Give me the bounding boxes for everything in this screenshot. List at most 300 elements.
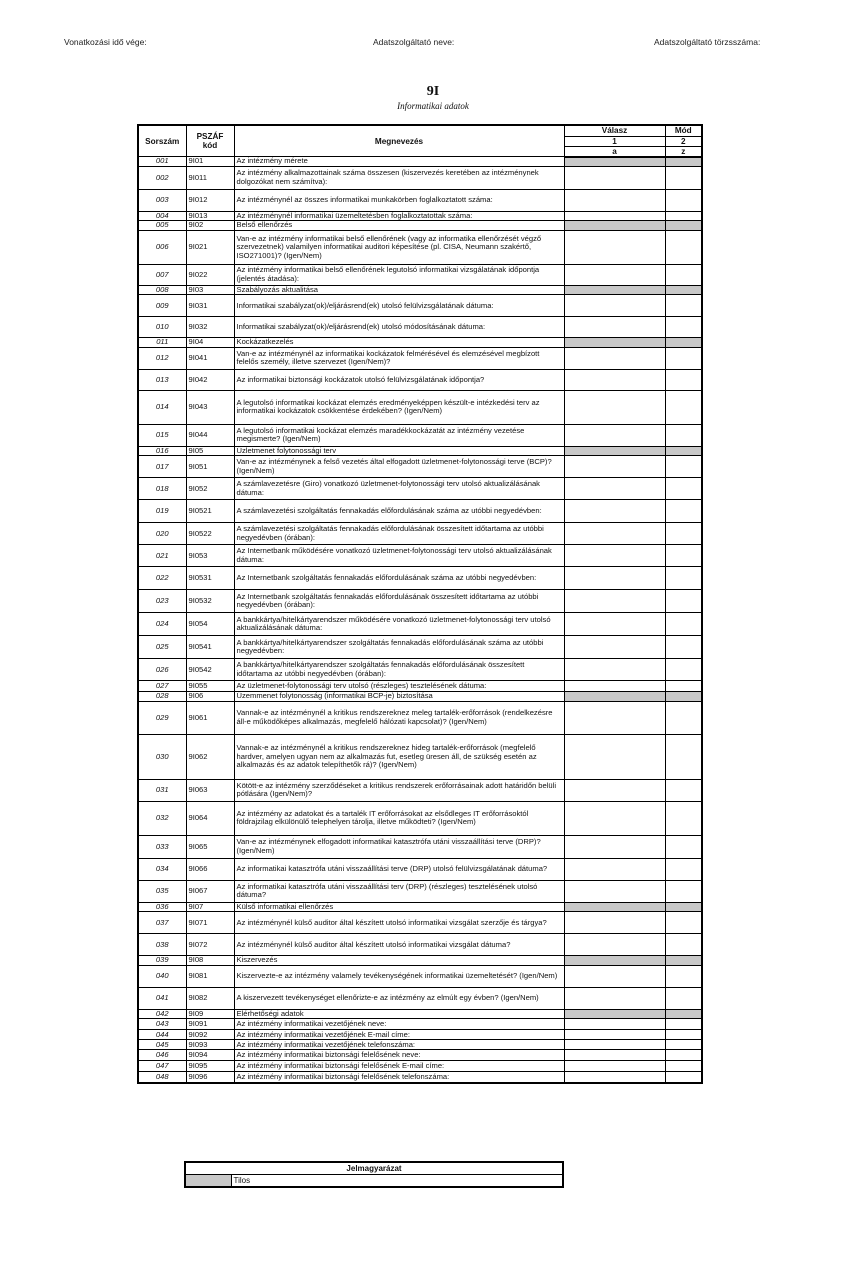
- row-pszaf-kod: 9I052: [186, 478, 234, 500]
- row-answer-cell[interactable]: [564, 545, 665, 567]
- row-answer-cell[interactable]: [564, 1030, 665, 1040]
- row-pszaf-kod: 9I06: [186, 692, 234, 702]
- table-row: [138, 264, 702, 285]
- row-description: Az intézmény informatikai vezetőjének neve:: [234, 1019, 564, 1030]
- row-pszaf-kod: 9I065: [186, 835, 234, 858]
- row-section-title: Külső informatikai ellenőrzés: [234, 902, 564, 912]
- row-description: A kiszervezett tevékenységet ellenőrizte-e az intézmény az elmúlt egy évben? (Igen/Nem): [234, 987, 564, 1009]
- row-answer-cell[interactable]: [564, 1019, 665, 1030]
- row-description: Vannak-e az intézménynél a kritikus rendszereknez hideg tartalék-erőforrások (megfelelő hardver, amelyen ugyan nem az alkalmazás fut, esetleg üresen áll, de szükség esetén az alkalmazás és az adatok telepíthetők rá)? (Igen/Nem): [234, 734, 564, 779]
- row-mode-cell[interactable]: [665, 912, 702, 934]
- row-pszaf-kod: 9I032: [186, 317, 234, 338]
- row-answer-cell: [564, 338, 665, 348]
- table-row: [138, 912, 702, 934]
- row-mode-cell[interactable]: [665, 779, 702, 801]
- row-description: Az Internetbank szolgáltatás fennakadás előfordulásának száma az utóbbi negyedévben:: [234, 567, 564, 590]
- table-body: [138, 157, 702, 1083]
- row-answer-cell[interactable]: [564, 478, 665, 500]
- row-pszaf-kod: 9I041: [186, 347, 234, 369]
- table-row: [138, 338, 702, 348]
- row-sorszam: 008: [138, 285, 186, 295]
- row-answer-cell: [564, 446, 665, 456]
- row-pszaf-kod: 9I022: [186, 264, 234, 285]
- table-row: [138, 681, 702, 692]
- row-answer-cell[interactable]: [564, 858, 665, 880]
- row-sorszam: 017: [138, 456, 186, 478]
- legend-swatch: [185, 1175, 231, 1188]
- row-section-title: Kiszervezés: [234, 956, 564, 966]
- row-sorszam: 019: [138, 500, 186, 523]
- row-description: Kiszervezte-e az intézmény valamely tevékenységének informatikai üzemeltetését? (Igen/Nem): [234, 965, 564, 987]
- row-mode-cell[interactable]: [665, 456, 702, 478]
- table-row: [138, 424, 702, 446]
- table-row: [138, 692, 702, 702]
- row-description: Az intézménynél informatikai üzemeltetésben foglalkoztatottak száma:: [234, 211, 564, 221]
- row-mode-cell[interactable]: [665, 1061, 702, 1072]
- row-answer-cell[interactable]: [564, 681, 665, 692]
- row-answer-cell: [564, 285, 665, 295]
- row-pszaf-kod: 9I042: [186, 369, 234, 390]
- row-pszaf-kod: 9I013: [186, 211, 234, 221]
- table-row: [138, 500, 702, 523]
- row-mode-cell[interactable]: [665, 500, 702, 523]
- row-description: A legutolsó informatikai kockázat elemzés maradékkockázatát az intézmény vezetése megismerte? (Igen/Nem): [234, 424, 564, 446]
- col-header-mod: Mód: [665, 125, 702, 136]
- row-mode-cell[interactable]: [665, 734, 702, 779]
- header-provider-id: Adatszolgáltató törzsszáma:: [654, 37, 761, 47]
- row-answer-cell[interactable]: [564, 701, 665, 734]
- row-sorszam: 012: [138, 347, 186, 369]
- row-pszaf-kod: 9I064: [186, 801, 234, 835]
- row-description: Az intézmény alkalmazottainak száma összesen (kiszervezés keretében az intézménynek dolgozókat nem számítva):: [234, 166, 564, 189]
- row-answer-cell[interactable]: [564, 295, 665, 317]
- row-mode-cell[interactable]: [665, 317, 702, 338]
- row-description: A számlavezetési szolgáltatás fennakadás előfordulásának összesített időtartama az utóbbi negyedévben (órában):: [234, 523, 564, 545]
- row-description: Az intézmény informatikai biztonsági felelősének neve:: [234, 1050, 564, 1061]
- table-row: [138, 211, 702, 221]
- row-pszaf-kod: 9I062: [186, 734, 234, 779]
- legend-title: Jelmagyarázat: [185, 1162, 563, 1175]
- row-mode-cell: [665, 221, 702, 231]
- row-mode-cell[interactable]: [665, 347, 702, 369]
- row-mode-cell[interactable]: [665, 835, 702, 858]
- row-mode-cell[interactable]: [665, 567, 702, 590]
- table-row: [138, 1019, 702, 1030]
- row-answer-cell[interactable]: [564, 456, 665, 478]
- row-answer-cell[interactable]: [564, 390, 665, 424]
- table-row: [138, 858, 702, 880]
- row-sorszam: 016: [138, 446, 186, 456]
- row-description: Az intézmény az adatokat és a tartalék IT erőforrásokat az elsődleges IT erőforrásoktól földrajzilag elkülönülő telephelyen tárolja, illetve működteti? (Igen/Nem): [234, 801, 564, 835]
- row-section-title: Elérhetőségi adatok: [234, 1009, 564, 1019]
- row-answer-cell[interactable]: [564, 934, 665, 956]
- row-description: A legutolsó informatikai kockázat elemzés eredményeképpen készült-e intézkedési terv az informatikai kockázatok csökkentése érdekében? (Igen/Nem): [234, 390, 564, 424]
- table-row: [138, 166, 702, 189]
- table-row: [138, 835, 702, 858]
- row-answer-cell[interactable]: [564, 523, 665, 545]
- table-row: [138, 230, 702, 264]
- table-row: [138, 613, 702, 636]
- row-answer-cell[interactable]: [564, 166, 665, 189]
- row-sorszam: 040: [138, 965, 186, 987]
- row-section-title: Üzemmenet folytonosság (informatikai BCP-je) biztosítása: [234, 692, 564, 702]
- row-answer-cell[interactable]: [564, 500, 665, 523]
- row-description: Az intézménynél az összes informatikai munkakörben foglalkoztatott száma:: [234, 189, 564, 211]
- row-answer-cell[interactable]: [564, 369, 665, 390]
- row-mode-cell[interactable]: [665, 211, 702, 221]
- row-answer-cell[interactable]: [564, 734, 665, 779]
- row-answer-cell[interactable]: [564, 987, 665, 1009]
- form-subtitle: Informatikai adatok: [397, 101, 469, 111]
- row-mode-cell[interactable]: [665, 701, 702, 734]
- row-description: Van-e az intézmény informatikai belső ellenőrének (vagy az informatika ellenőrzését végző szervezetnek) valamilyen informatikai auditori képesítése (pl. CISA, Neumann szakértő, ISO271001)? (Igen/Nem): [234, 230, 564, 264]
- row-description: A bankkártya/hitelkártyarendszer működésére vonatkozó üzletmenet-folytonossági terv utolsó aktualizálásának dátuma:: [234, 613, 564, 636]
- col-header-valasz: Válasz: [564, 125, 665, 136]
- row-sorszam: 003: [138, 189, 186, 211]
- row-answer-cell: [564, 157, 665, 167]
- row-description: A bankkártya/hitelkártyarendszer szolgáltatás fennakadás előfordulásának összesített időtartama az utóbbi negyedévben (órában):: [234, 659, 564, 681]
- row-mode-cell[interactable]: [665, 681, 702, 692]
- col-header-valasz-code: a: [564, 146, 665, 157]
- row-mode-cell[interactable]: [665, 264, 702, 285]
- table-header: [138, 125, 702, 157]
- row-pszaf-kod: 9I0541: [186, 636, 234, 659]
- table-row: [138, 295, 702, 317]
- row-sorszam: 047: [138, 1061, 186, 1072]
- header-reference-date: Vonatkozási idő vége:: [64, 37, 147, 47]
- row-pszaf-kod: 9I03: [186, 285, 234, 295]
- table-row: [138, 965, 702, 987]
- table-row: [138, 1009, 702, 1019]
- row-mode-cell[interactable]: [665, 1030, 702, 1040]
- row-pszaf-kod: 9I055: [186, 681, 234, 692]
- row-sorszam: 029: [138, 701, 186, 734]
- table-row: [138, 801, 702, 835]
- row-pszaf-kod: 9I093: [186, 1040, 234, 1050]
- row-sorszam: 036: [138, 902, 186, 912]
- table-row: [138, 456, 702, 478]
- table-row: [138, 902, 702, 912]
- row-sorszam: 045: [138, 1040, 186, 1050]
- table-row: [138, 701, 702, 734]
- row-answer-cell[interactable]: [564, 317, 665, 338]
- row-sorszam: 024: [138, 613, 186, 636]
- row-mode-cell[interactable]: [665, 858, 702, 880]
- table-row: [138, 1061, 702, 1072]
- row-answer-cell[interactable]: [564, 424, 665, 446]
- row-description: Az intézmény informatikai vezetőjének telefonszáma:: [234, 1040, 564, 1050]
- row-mode-cell[interactable]: [665, 478, 702, 500]
- table-row: [138, 545, 702, 567]
- row-pszaf-kod: 9I061: [186, 701, 234, 734]
- row-description: Az intézménynél külső auditor által készített utolsó informatikai vizsgálat dátuma?: [234, 934, 564, 956]
- table-row: [138, 1072, 702, 1083]
- row-sorszam: 028: [138, 692, 186, 702]
- row-pszaf-kod: 9I044: [186, 424, 234, 446]
- row-answer-cell[interactable]: [564, 835, 665, 858]
- row-answer-cell[interactable]: [564, 965, 665, 987]
- row-answer-cell[interactable]: [564, 567, 665, 590]
- row-section-title: Belső ellenőrzés: [234, 221, 564, 231]
- row-answer-cell[interactable]: [564, 912, 665, 934]
- row-sorszam: 011: [138, 338, 186, 348]
- row-description: Van-e az intézménynek elfogadott informatikai katasztrófa utáni visszaállítási terve (DRP)? (Igen/Nem): [234, 835, 564, 858]
- row-mode-cell[interactable]: [665, 590, 702, 613]
- table-row: [138, 590, 702, 613]
- table-row: [138, 221, 702, 231]
- row-pszaf-kod: 9I096: [186, 1072, 234, 1083]
- row-mode-cell[interactable]: [665, 424, 702, 446]
- col-header-pszaf-kod: PSZÁF kód: [186, 125, 234, 157]
- row-description: Az üzletmenet-folytonossági terv utolsó (részleges) tesztelésének dátuma:: [234, 681, 564, 692]
- row-sorszam: 009: [138, 295, 186, 317]
- row-mode-cell[interactable]: [665, 1019, 702, 1030]
- row-answer-cell[interactable]: [564, 590, 665, 613]
- table-row: [138, 189, 702, 211]
- row-description: Kötött-e az intézmény szerződéseket a kritikus rendszerek erőforrásainak adott határidőn belüli pótlására (Igen/Nem)?: [234, 779, 564, 801]
- row-mode-cell[interactable]: [665, 965, 702, 987]
- table-row: [138, 285, 702, 295]
- row-description: A bankkártya/hitelkártyarendszer szolgáltatás fennakadás előfordulásának száma az utóbbi negyedévben:: [234, 636, 564, 659]
- row-answer-cell[interactable]: [564, 659, 665, 681]
- row-sorszam: 032: [138, 801, 186, 835]
- row-answer-cell[interactable]: [564, 1061, 665, 1072]
- row-answer-cell[interactable]: [564, 211, 665, 221]
- row-mode-cell[interactable]: [665, 801, 702, 835]
- row-sorszam: 021: [138, 545, 186, 567]
- row-sorszam: 007: [138, 264, 186, 285]
- row-sorszam: 018: [138, 478, 186, 500]
- row-pszaf-kod: 9I091: [186, 1019, 234, 1030]
- row-sorszam: 046: [138, 1050, 186, 1061]
- row-sorszam: 034: [138, 858, 186, 880]
- row-pszaf-kod: 9I05: [186, 446, 234, 456]
- row-sorszam: 004: [138, 211, 186, 221]
- row-pszaf-kod: 9I082: [186, 987, 234, 1009]
- row-pszaf-kod: 9I021: [186, 230, 234, 264]
- row-mode-cell: [665, 956, 702, 966]
- row-pszaf-kod: 9I02: [186, 221, 234, 231]
- row-pszaf-kod: 9I0521: [186, 500, 234, 523]
- row-answer-cell[interactable]: [564, 636, 665, 659]
- row-pszaf-kod: 9I011: [186, 166, 234, 189]
- table-row: [138, 659, 702, 681]
- row-answer-cell[interactable]: [564, 1072, 665, 1083]
- row-section-title: Üzletmenet folytonossági terv: [234, 446, 564, 456]
- row-sorszam: 042: [138, 1009, 186, 1019]
- row-mode-cell[interactable]: [665, 390, 702, 424]
- row-sorszam: 039: [138, 956, 186, 966]
- table-row: [138, 1050, 702, 1061]
- table-row: [138, 1030, 702, 1040]
- row-pszaf-kod: 9I0522: [186, 523, 234, 545]
- row-mode-cell[interactable]: [665, 987, 702, 1009]
- row-pszaf-kod: 9I066: [186, 858, 234, 880]
- row-sorszam: 027: [138, 681, 186, 692]
- row-mode-cell: [665, 692, 702, 702]
- row-description: Az intézmény informatikai belső ellenőrének legutolsó informatikai vizsgálatának időpontja (jelentés átadása):: [234, 264, 564, 285]
- row-pszaf-kod: 9I031: [186, 295, 234, 317]
- row-pszaf-kod: 9I063: [186, 779, 234, 801]
- row-sorszam: 001: [138, 157, 186, 167]
- row-description: Az informatikai katasztrófa utáni visszaállítási terv (DRP) (részleges) tesztelésének utolsó dátuma?: [234, 880, 564, 902]
- table-row: [138, 157, 702, 167]
- row-pszaf-kod: 9I08: [186, 956, 234, 966]
- row-mode-cell: [665, 157, 702, 167]
- table-row: [138, 1040, 702, 1050]
- table-row: [138, 734, 702, 779]
- table-row: [138, 390, 702, 424]
- row-mode-cell: [665, 902, 702, 912]
- row-mode-cell[interactable]: [665, 1072, 702, 1083]
- table-row: [138, 317, 702, 338]
- row-sorszam: 015: [138, 424, 186, 446]
- table-row: [138, 347, 702, 369]
- row-sorszam: 022: [138, 567, 186, 590]
- row-description: Az intézmény informatikai biztonsági felelősének telefonszáma:: [234, 1072, 564, 1083]
- row-sorszam: 031: [138, 779, 186, 801]
- row-mode-cell: [665, 338, 702, 348]
- row-section-title: Az intézmény mérete: [234, 157, 564, 167]
- row-sorszam: 010: [138, 317, 186, 338]
- row-answer-cell: [564, 902, 665, 912]
- col-header-valasz-num: 1: [564, 136, 665, 146]
- row-sorszam: 041: [138, 987, 186, 1009]
- row-pszaf-kod: 9I01: [186, 157, 234, 167]
- row-pszaf-kod: 9I04: [186, 338, 234, 348]
- row-pszaf-kod: 9I094: [186, 1050, 234, 1061]
- row-pszaf-kod: 9I07: [186, 902, 234, 912]
- row-sorszam: 025: [138, 636, 186, 659]
- row-sorszam: 044: [138, 1030, 186, 1040]
- row-pszaf-kod: 9I081: [186, 965, 234, 987]
- row-answer-cell: [564, 956, 665, 966]
- table-row: [138, 478, 702, 500]
- row-pszaf-kod: 9I071: [186, 912, 234, 934]
- row-answer-cell[interactable]: [564, 264, 665, 285]
- row-sorszam: 013: [138, 369, 186, 390]
- row-sorszam: 038: [138, 934, 186, 956]
- row-pszaf-kod: 9I092: [186, 1030, 234, 1040]
- header-provider-name: Adatszolgáltató neve:: [373, 37, 455, 47]
- row-section-title: Szabályozás aktualitása: [234, 285, 564, 295]
- row-pszaf-kod: 9I054: [186, 613, 234, 636]
- row-pszaf-kod: 9I072: [186, 934, 234, 956]
- row-sorszam: 020: [138, 523, 186, 545]
- row-mode-cell[interactable]: [665, 230, 702, 264]
- table-row: [138, 779, 702, 801]
- row-answer-cell[interactable]: [564, 880, 665, 902]
- row-answer-cell[interactable]: [564, 189, 665, 211]
- row-pszaf-kod: 9I09: [186, 1009, 234, 1019]
- row-answer-cell[interactable]: [564, 347, 665, 369]
- row-pszaf-kod: 9I053: [186, 545, 234, 567]
- row-section-title: Kockázatkezelés: [234, 338, 564, 348]
- row-mode-cell: [665, 446, 702, 456]
- row-answer-cell: [564, 221, 665, 231]
- row-mode-cell[interactable]: [665, 934, 702, 956]
- row-answer-cell[interactable]: [564, 779, 665, 801]
- row-sorszam: 023: [138, 590, 186, 613]
- data-table: [137, 124, 703, 1084]
- row-pszaf-kod: 9I051: [186, 456, 234, 478]
- col-header-mod-code: z: [665, 146, 702, 157]
- row-mode-cell[interactable]: [665, 613, 702, 636]
- row-answer-cell[interactable]: [564, 230, 665, 264]
- row-mode-cell[interactable]: [665, 189, 702, 211]
- row-description: A számlavezetésre (Giro) vonatkozó üzletmenet-folytonossági terv utolsó aktualizálásának dátuma:: [234, 478, 564, 500]
- row-mode-cell[interactable]: [665, 523, 702, 545]
- table-row: [138, 567, 702, 590]
- table-row: [138, 956, 702, 966]
- row-sorszam: 033: [138, 835, 186, 858]
- legend-label: Tilos: [231, 1175, 563, 1188]
- legend-table: [184, 1161, 564, 1188]
- table-row: [138, 934, 702, 956]
- row-sorszam: 002: [138, 166, 186, 189]
- row-mode-cell[interactable]: [665, 1050, 702, 1061]
- row-sorszam: 030: [138, 734, 186, 779]
- row-answer-cell[interactable]: [564, 1040, 665, 1050]
- row-sorszam: 014: [138, 390, 186, 424]
- row-sorszam: 026: [138, 659, 186, 681]
- table-row: [138, 446, 702, 456]
- row-sorszam: 037: [138, 912, 186, 934]
- row-mode-cell[interactable]: [665, 659, 702, 681]
- row-pszaf-kod: 9I012: [186, 189, 234, 211]
- row-mode-cell[interactable]: [665, 1040, 702, 1050]
- row-description: Az Internetbank működésére vonatkozó üzletmenet-folytonossági terv utolsó aktualizálásának dátuma:: [234, 545, 564, 567]
- table-row: [138, 369, 702, 390]
- row-answer-cell: [564, 1009, 665, 1019]
- row-answer-cell[interactable]: [564, 1050, 665, 1061]
- row-mode-cell[interactable]: [665, 880, 702, 902]
- row-pszaf-kod: 9I0542: [186, 659, 234, 681]
- row-description: Az informatikai katasztrófa utáni visszaállítási terve (DRP) utolsó felülvizsgálatának dátuma?: [234, 858, 564, 880]
- row-description: A számlavezetési szolgáltatás fennakadás előfordulásának száma az utóbbi negyedévben:: [234, 500, 564, 523]
- row-mode-cell: [665, 285, 702, 295]
- row-pszaf-kod: 9I043: [186, 390, 234, 424]
- row-mode-cell[interactable]: [665, 545, 702, 567]
- table-row: [138, 987, 702, 1009]
- row-mode-cell: [665, 1009, 702, 1019]
- row-mode-cell[interactable]: [665, 369, 702, 390]
- row-sorszam: 048: [138, 1072, 186, 1083]
- row-description: Van-e az intézménynek a felső vezetés által elfogadott üzletmenet-folytonossági terve (BCP)? (Igen/Nem): [234, 456, 564, 478]
- form-title: 9I: [426, 84, 440, 99]
- table-row: [138, 523, 702, 545]
- row-answer-cell[interactable]: [564, 801, 665, 835]
- row-answer-cell: [564, 692, 665, 702]
- row-sorszam: 005: [138, 221, 186, 231]
- row-description: Az intézmény informatikai vezetőjének E-mail címe:: [234, 1030, 564, 1040]
- row-answer-cell[interactable]: [564, 613, 665, 636]
- row-description: Az intézmény informatikai biztonsági felelősének E-mail címe:: [234, 1061, 564, 1072]
- col-header-sorszam: Sorszám: [138, 125, 186, 157]
- row-mode-cell[interactable]: [665, 295, 702, 317]
- row-description: Van-e az intézménynél az informatikai kockázatok felmérésével és elemzésével megbízott felelős személy, illetve szervezet (Igen/Nem)?: [234, 347, 564, 369]
- row-pszaf-kod: 9I067: [186, 880, 234, 902]
- row-pszaf-kod: 9I0531: [186, 567, 234, 590]
- row-pszaf-kod: 9I0532: [186, 590, 234, 613]
- row-pszaf-kod: 9I095: [186, 1061, 234, 1072]
- row-description: Az informatikai biztonsági kockázatok utolsó felülvizsgálatának időpontja?: [234, 369, 564, 390]
- row-mode-cell[interactable]: [665, 166, 702, 189]
- row-description: Az intézménynél külső auditor által készített utolsó informatikai vizsgálat szerzője és tárgya?: [234, 912, 564, 934]
- row-mode-cell[interactable]: [665, 636, 702, 659]
- table-row: [138, 636, 702, 659]
- row-description: Az Internetbank szolgáltatás fennakadás előfordulásának összesített időtartama az utóbbi negyedévben (órában):: [234, 590, 564, 613]
